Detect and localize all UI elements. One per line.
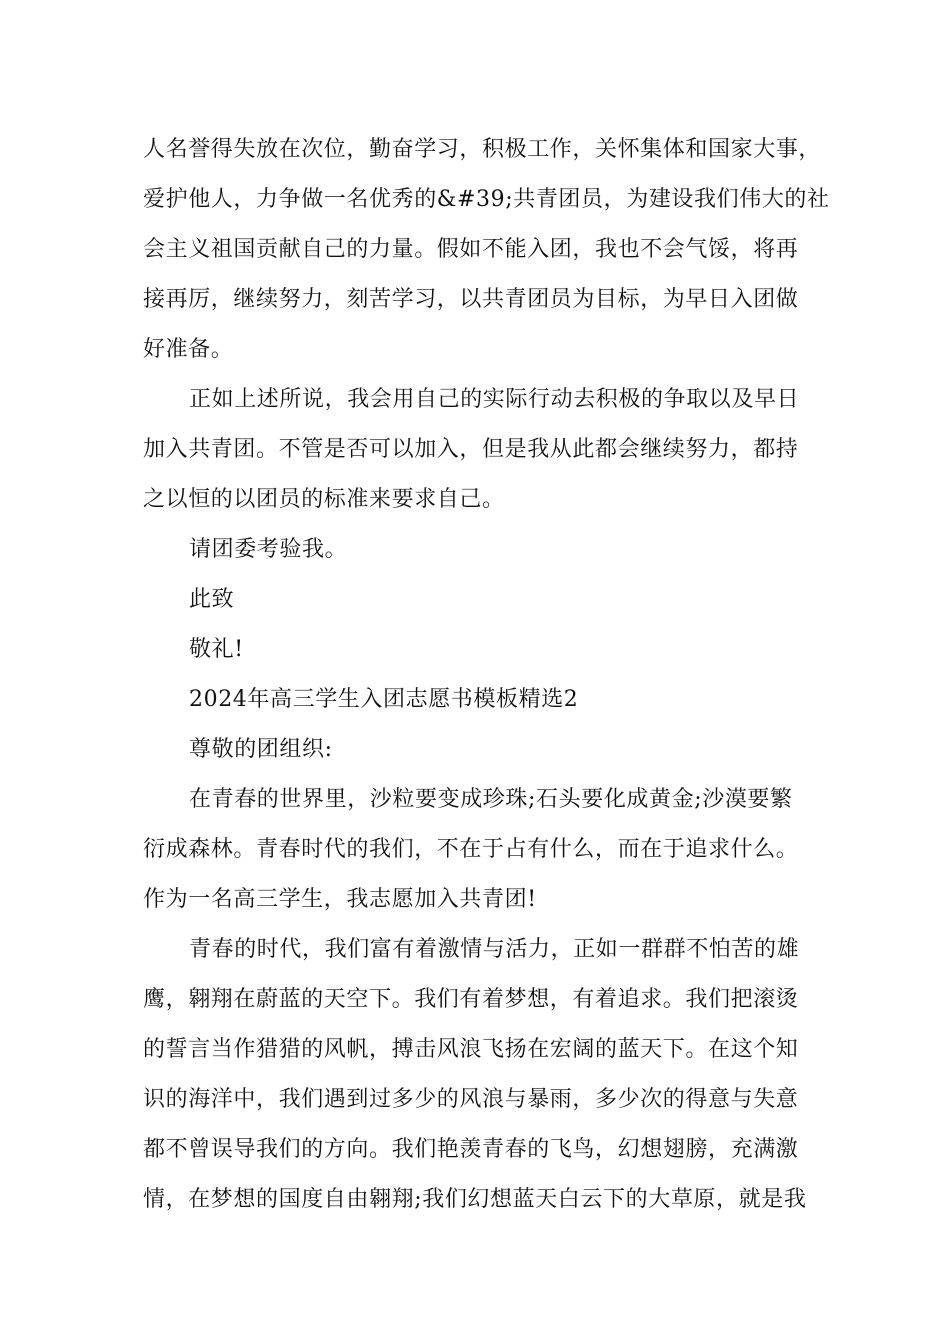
text-line: 之以恒的以团员的标准来要求自己。: [143, 487, 505, 512]
text-line: 在青春的世界里，沙粒要变成珍珠;石头要化成黄金;沙漠要繁: [189, 787, 793, 812]
text-line: 正如上述所说，我会用自己的实际行动去积极的争取以及早日: [189, 387, 800, 412]
text-line: 请团委考验我。: [189, 537, 348, 562]
text-line: 加入共青团。不管是否可以加入，但是我从此都会继续努力，都持: [143, 437, 799, 462]
text-line: 青春的时代，我们富有着激情与活力，正如一群群不怕苦的雄: [189, 937, 800, 962]
text-line: 会主义祖国贡献自己的力量。假如不能入团，我也不会气馁，将再: [143, 237, 799, 262]
text-line: 衍成森林。青春时代的我们，不在于占有什么，而在于追求什么。: [143, 837, 799, 862]
text-line: 鹰，翱翔在蔚蓝的天空下。我们有着梦想，有着追求。我们把滚烫: [143, 987, 799, 1012]
text-line: 爱护他人，力争做一名优秀的&#39;共青团员，为建设我们伟大的社: [143, 187, 830, 212]
salutation: 敬礼!: [189, 637, 244, 662]
text-line: 情，在梦想的国度自由翱翔;我们幻想蓝天白云下的大草原，就是我: [143, 1187, 807, 1212]
greeting: 尊敬的团组织:: [189, 737, 333, 762]
closing-phrase: 此致: [189, 587, 235, 612]
text-line: 作为一名高三学生，我志愿加入共青团!: [143, 887, 537, 912]
text-line: 的誓言当作猎猎的风帆，搏击风浪飞扬在宏阔的蓝天下。在这个知: [143, 1037, 799, 1062]
text-line: 接再厉，继续努力，刻苦学习，以共青团员为目标，为早日入团做: [143, 287, 799, 312]
text-line: 好准备。: [143, 337, 234, 362]
section-title: 2024年高三学生入团志愿书模板精选2: [189, 687, 579, 712]
document-body: [143, 125, 833, 1225]
text-line: 识的海洋中，我们遇到过多少的风浪与暴雨，多少次的得意与失意: [143, 1087, 799, 1112]
text-line: 都不曾误导我们的方向。我们艳羡青春的飞鸟，幻想翅膀，充满激: [143, 1137, 799, 1162]
text-line: 人名誉得失放在次位，勤奋学习，积极工作，关怀集体和国家大事，: [143, 137, 822, 162]
